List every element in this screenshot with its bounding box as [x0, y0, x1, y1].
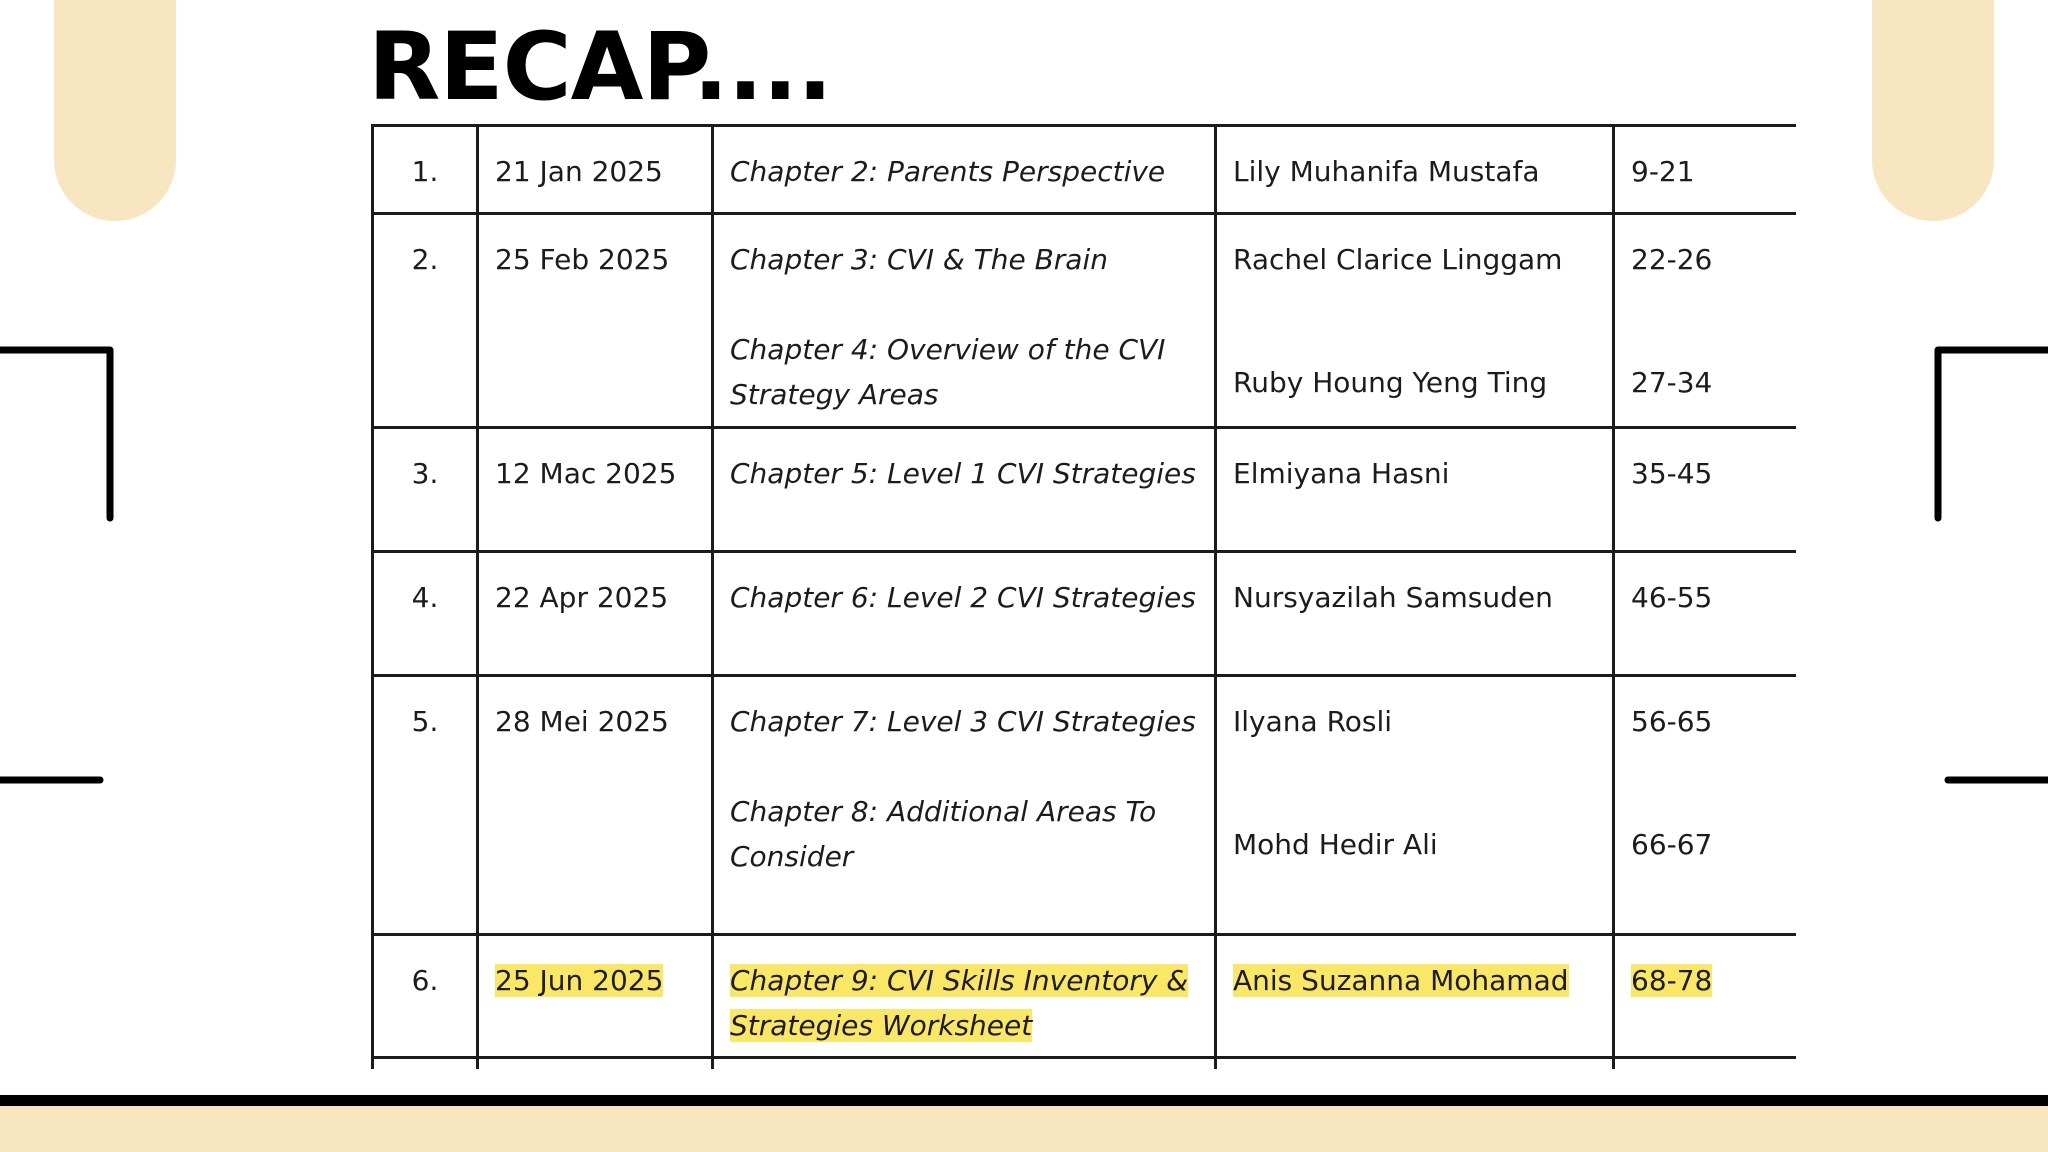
chapter-cell: [713, 552, 1216, 676]
table-row-highlighted: [373, 935, 1797, 1058]
bottom-accent-band: [0, 1106, 2048, 1152]
page-range: 9-21: [1631, 155, 1695, 188]
session-date: 22 Apr 2025: [478, 552, 713, 676]
presenter-cell: [1216, 552, 1614, 676]
presenter-cell: [1216, 214, 1614, 428]
chapter-cell: [713, 935, 1216, 1058]
presenter-name: Elmiyana Hasni: [1233, 457, 1450, 490]
row-number: 4.: [373, 552, 478, 676]
chapter-title: Chapter 8: Additional Areas To Consider: [730, 795, 1157, 873]
page-range: 56-65: [1631, 705, 1713, 738]
chapter-title: Chapter 4: Overview of the CVI Strategy Areas: [730, 333, 1166, 411]
row-number: 2.: [373, 214, 478, 428]
row-number: 6.: [373, 935, 478, 1058]
row-number: 3.: [373, 428, 478, 552]
table-row: [373, 126, 1797, 214]
session-date: 12 Mac 2025: [478, 428, 713, 552]
pages-cell: [1614, 428, 1797, 552]
page-range: 66-67: [1631, 828, 1713, 861]
chapter-cell: [713, 126, 1216, 214]
left-bracket-decoration: [0, 340, 120, 790]
pages-cell: [1614, 214, 1797, 428]
presenter-name: Nursyazilah Samsuden: [1233, 581, 1553, 614]
table-row: [373, 552, 1797, 676]
chapter-title: Chapter 2: Parents Perspective: [730, 155, 1166, 188]
page-range: 27-34: [1631, 366, 1713, 399]
recap-table: [371, 124, 1796, 1069]
table-row-cutoff: [373, 1058, 1797, 1070]
chapter-title: Chapter 6: Level 2 CVI Strategies: [730, 581, 1196, 614]
row-number: 5.: [373, 676, 478, 935]
right-bracket-decoration: [1928, 340, 2048, 790]
session-date: 25 Jun 2025: [478, 935, 713, 1058]
chapter-title: Chapter 9: CVI Skills Inventory & Strategies Worksheet: [730, 964, 1189, 1042]
session-date: 21 Jan 2025: [478, 126, 713, 214]
presenter-cell: [1216, 126, 1614, 214]
presenter-cell: [1216, 428, 1614, 552]
page-range: 68-78: [1631, 964, 1713, 997]
presenter-name: Ruby Houng Yeng Ting: [1233, 366, 1548, 399]
presenter-name: Rachel Clarice Linggam: [1233, 243, 1563, 276]
chapter-title: Chapter 3: CVI & The Brain: [730, 243, 1108, 276]
presenter-cell: [1216, 676, 1614, 935]
page-range: 46-55: [1631, 581, 1713, 614]
slide-title: RECAP....: [368, 13, 832, 122]
pages-cell: [1614, 552, 1797, 676]
table-row: [373, 676, 1797, 935]
bottom-divider-line: [0, 1095, 2048, 1106]
pages-cell: [1614, 935, 1797, 1058]
pages-cell: [1614, 126, 1797, 214]
presenter-cell: [1216, 935, 1614, 1058]
row-number: 1.: [373, 126, 478, 214]
pages-cell: [1614, 676, 1797, 935]
chapter-title: Chapter 7: Level 3 CVI Strategies: [730, 705, 1196, 738]
presenter-name: Ilyana Rosli: [1233, 705, 1393, 738]
page-range: 22-26: [1631, 243, 1713, 276]
recap-table-container: [371, 124, 1796, 1069]
decorative-pill-left: [54, 0, 176, 221]
chapter-cell: [713, 428, 1216, 552]
chapter-cell: [713, 214, 1216, 428]
presenter-name: Lily Muhanifa Mustafa: [1233, 155, 1540, 188]
presenter-name: Mohd Hedir Ali: [1233, 828, 1438, 861]
table-row: [373, 214, 1797, 428]
chapter-title: Chapter 5: Level 1 CVI Strategies: [730, 457, 1196, 490]
chapter-cell: [713, 676, 1216, 935]
page-range: 35-45: [1631, 457, 1713, 490]
table-row: [373, 428, 1797, 552]
decorative-pill-right: [1872, 0, 1994, 221]
session-date: 25 Feb 2025: [478, 214, 713, 428]
presenter-name: Anis Suzanna Mohamad: [1233, 964, 1569, 997]
session-date: 28 Mei 2025: [478, 676, 713, 935]
